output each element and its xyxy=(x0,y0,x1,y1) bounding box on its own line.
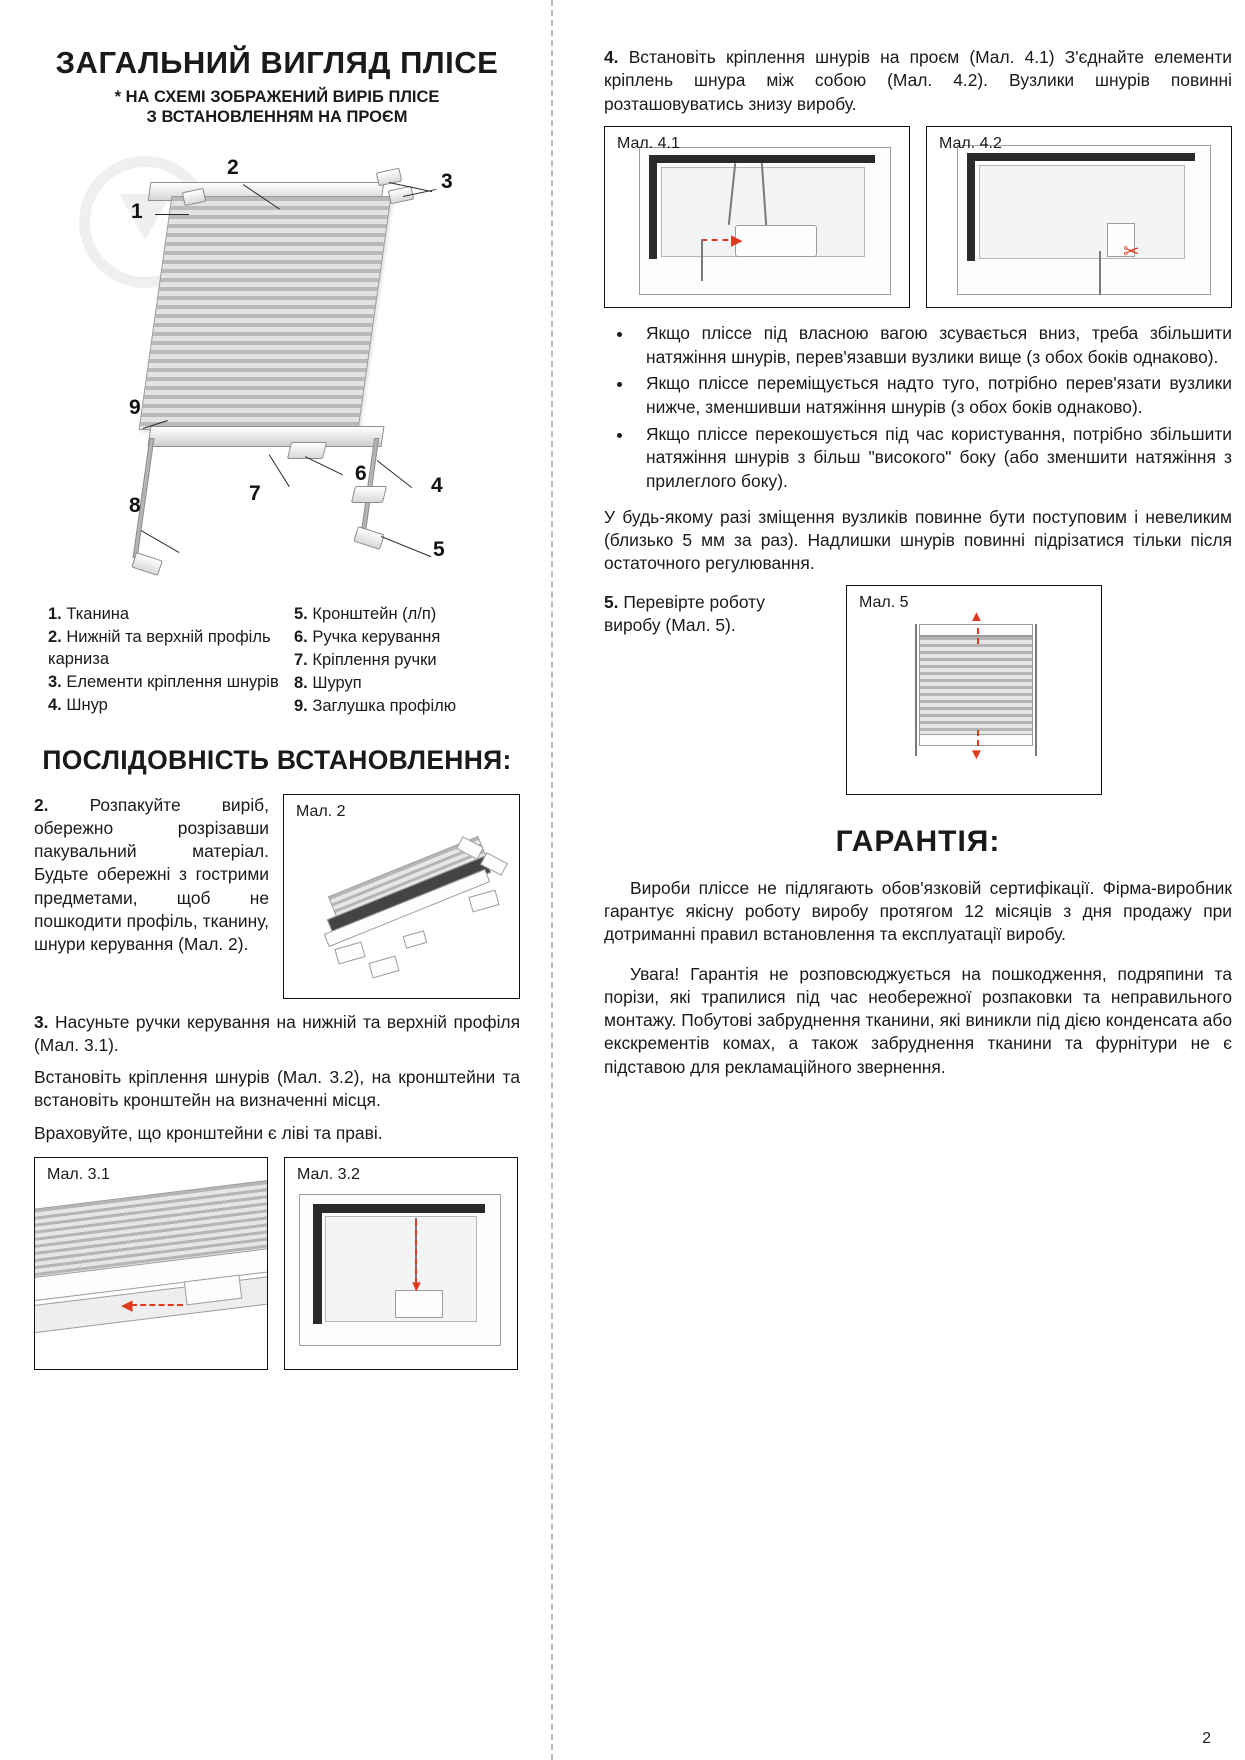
window-glass xyxy=(979,165,1185,259)
warranty-title: ГАРАНТІЯ: xyxy=(835,824,1001,858)
cord-knot-line xyxy=(1099,251,1101,295)
page-subtitle xyxy=(34,87,520,128)
figure-2 xyxy=(283,794,520,999)
scissors-icon: ✂ xyxy=(1123,240,1140,263)
accessory-f xyxy=(403,930,428,949)
list-item xyxy=(48,671,294,693)
part-number: 1. xyxy=(48,604,62,623)
accessory-d xyxy=(334,941,365,964)
list-item xyxy=(294,649,456,671)
arrow-up-icon: ▲ xyxy=(969,607,984,625)
part-number: 3. xyxy=(48,673,62,692)
motion-dash-up xyxy=(977,628,979,644)
accessory-c xyxy=(468,889,499,912)
figure-3-1-label: Мал. 3.1 xyxy=(47,1166,110,1184)
motion-dash-down xyxy=(977,730,979,746)
step-5-block xyxy=(604,585,1232,795)
part-label: Елементи кріплення шнурів xyxy=(66,673,279,692)
top-rail-mini xyxy=(919,624,1033,636)
figure-3-2 xyxy=(284,1157,518,1370)
subtitle-line-2: З ВСТАНОВЛЕННЯМ НА ПРОЄМ xyxy=(146,108,408,127)
callout-6: 6 xyxy=(355,461,367,485)
cord-right-mini xyxy=(1035,624,1037,756)
bottom-rail xyxy=(148,426,385,447)
figure-4-1 xyxy=(604,126,910,308)
step-2-block xyxy=(34,794,520,999)
step-5-number: 5. xyxy=(604,591,619,612)
list-item xyxy=(48,694,294,716)
subtitle-line-1: * НА СХЕМІ ЗОБРАЖЕНИЙ ВИРІБ ПЛІСЕ xyxy=(114,87,440,106)
arrow-down-icon: ▼ xyxy=(969,745,984,763)
window-seal-top xyxy=(649,155,875,163)
callout-1: 1 xyxy=(131,199,143,223)
leader-6 xyxy=(305,456,343,476)
part-label: Кріплення ручки xyxy=(312,651,437,670)
figure-4-1-label: Мал. 4.1 xyxy=(617,134,680,152)
figure-4-2 xyxy=(926,126,1232,308)
part-label: Кронштейн (л/п) xyxy=(312,604,437,623)
adjustment-note: У будь-якому разі зміщення вузликів повинне бути поступовим і невеликим (близько 5 мм за раз). Надлишки шнурів повинні підрізатися тільки після остаточного регулювання. xyxy=(604,506,1232,574)
callout-4: 4 xyxy=(431,473,443,497)
right-column xyxy=(604,28,1232,1720)
list-item xyxy=(294,695,456,717)
step-4-text: Встановіть кріплення шнурів на проєм (Мал. 4.1) З'єднайте елементи кріплень шнура між собою (Мал. 4.2). Вузлики шнурів повинні розташовуватись знизу виробу. xyxy=(604,47,1232,114)
step-2-paragraph xyxy=(34,794,269,957)
figure-3-1 xyxy=(34,1157,268,1370)
part-number: 8. xyxy=(294,674,308,693)
page-title: ЗАГАЛЬНИЙ ВИГЛЯД ПЛІСЕ xyxy=(55,45,499,80)
window-seal-top xyxy=(313,1204,485,1213)
figure-2-label: Мал. 2 xyxy=(296,802,346,820)
step-3-number: 3. xyxy=(34,1011,49,1032)
part-label: Заглушка профілю xyxy=(312,697,457,716)
install-direction-dash xyxy=(415,1220,417,1284)
parts-legend-column-right xyxy=(294,603,456,719)
callout-5: 5 xyxy=(433,537,445,561)
adjustment-bullets xyxy=(604,322,1232,494)
figure-3-2-label: Мал. 3.2 xyxy=(297,1166,360,1184)
step-3-paragraph-2: Встановіть кріплення шнурів (Мал. 3.2), на кронштейни та встановіть кронштейн на визначенні місця. xyxy=(34,1067,520,1111)
part-label: Шуруп xyxy=(312,674,362,693)
figure-4-2-label: Мал. 4.2 xyxy=(939,134,1002,152)
step-5-text-wrap xyxy=(604,585,826,638)
step-2-number: 2. xyxy=(34,794,49,815)
bracket-right xyxy=(353,526,385,550)
list-item xyxy=(48,603,294,625)
step-3-paragraph-3: Враховуйте, що кронштейни є ліві та праві. xyxy=(34,1122,383,1143)
step-3-paragraph-1 xyxy=(34,1011,520,1058)
leader-1 xyxy=(155,214,189,215)
window-seal-top xyxy=(967,153,1195,161)
cord-left-mini xyxy=(915,624,917,756)
bottom-rail-mini xyxy=(919,734,1033,746)
part-number: 5. xyxy=(294,604,308,623)
leader-4 xyxy=(377,460,413,488)
callout-9: 9 xyxy=(129,395,141,419)
step-4-number: 4. xyxy=(604,47,619,67)
window-seal-left xyxy=(649,155,657,259)
page-number: 2 xyxy=(1202,1730,1211,1747)
list-item: • Якщо пліссе переміщується надто туго, потрібно перев'язати вузлики нижче, зменшивши натяжіння шнурів (з обох боків однаково). xyxy=(634,372,1232,419)
direction-indicator xyxy=(131,1304,183,1306)
callout-7: 7 xyxy=(249,481,261,505)
leader-8 xyxy=(141,530,180,553)
callout-8: 8 xyxy=(129,493,141,517)
left-column xyxy=(34,28,534,1720)
overall-view-diagram xyxy=(37,138,517,593)
figures-3-row xyxy=(34,1157,520,1370)
step-5-text: Перевірте роботу виробу (Мал. 5). xyxy=(604,591,765,635)
leader-7 xyxy=(268,454,289,487)
part-number: 2. xyxy=(48,628,62,647)
list-item xyxy=(294,626,456,648)
list-item: • Якщо пліссе під власною вагою зсувається вниз, треба збільшити натяжіння шнурів, перев'язавши вузлики вище (з обох боків однаково). xyxy=(634,322,1232,369)
window-seal-left xyxy=(313,1204,322,1324)
callout-2: 2 xyxy=(227,155,239,179)
step-2-text-wrap xyxy=(34,794,269,966)
figure-5-label: Мал. 5 xyxy=(859,593,909,611)
warranty-paragraph-2: Увага! Гарантія не розповсюджується на пошкодження, подряпини та порізи, які трапилися під час необережної розпаковки та неправильного монтажу. Побутові забруднення тканини, які виникли під дією конденсата або екскрементів комах, а також забруднення тканини та фурнітури не є підставою для рекламаційного звернення. xyxy=(604,963,1232,1077)
warranty-paragraph-1: Вироби пліссе не підлягають обов'язковій сертифікації. Фірма-виробник гарантує якісну роботу виробу протягом 12 місяців з дня продажу при дотриманні правил встановлення та експлуатації виробу. xyxy=(604,877,1232,945)
part-label: Ручка керування xyxy=(312,628,441,647)
leader-5 xyxy=(381,536,432,558)
part-label: Нижній та верхній профіль карниза xyxy=(48,628,271,669)
part-number: 6. xyxy=(294,628,308,647)
pleated-fabric xyxy=(139,196,392,430)
list-item xyxy=(48,626,294,670)
arrow-left-icon: ◀ xyxy=(121,1297,133,1315)
callout-3: 3 xyxy=(441,169,453,193)
step-2-text: Розпакуйте виріб, обережно розрізавши пакувальний матеріал. Будьте обережні з гострими предметами, щоб не пошкодити профіль, тканину, шнури керування (Мал. 2). xyxy=(34,794,269,955)
parts-legend xyxy=(48,603,520,719)
figures-4-row xyxy=(604,126,1232,308)
step-4-paragraph xyxy=(604,46,1232,116)
figure-5 xyxy=(846,585,1102,795)
arrow-down-icon: ▼ xyxy=(409,1278,424,1296)
part-label: Шнур xyxy=(66,696,108,715)
step-3-text-1: Насуньте ручки керування на нижній та верхній профіля (Мал. 3.1). xyxy=(34,1011,520,1055)
list-item xyxy=(294,603,456,625)
bracket-left xyxy=(131,552,163,576)
control-handle-lower xyxy=(351,486,387,503)
pleated-fabric-mini xyxy=(919,636,1033,736)
accessory-e xyxy=(368,955,399,978)
arrow-right-icon: ▶ xyxy=(731,231,743,249)
page-divider xyxy=(551,0,553,1760)
parts-legend-column-left xyxy=(48,603,294,719)
list-item xyxy=(294,672,456,694)
part-number: 9. xyxy=(294,697,308,716)
part-number: 4. xyxy=(48,696,62,715)
part-number: 7. xyxy=(294,651,308,670)
list-item: • Якщо пліссе перекошується під час користування, потрібно збільшити натяжіння шнурів з більш "високого" боку (або зменшити натяжіння з прилеглого боку). xyxy=(634,423,1232,494)
part-label: Тканина xyxy=(66,604,130,623)
step-3-block xyxy=(34,1011,520,1146)
installation-sequence-title: ПОСЛІДОВНІСТЬ ВСТАНОВЛЕННЯ: xyxy=(42,744,512,775)
window-seal-left xyxy=(967,153,975,261)
cord-tail xyxy=(701,239,703,281)
cord-fixing-plate xyxy=(735,225,817,257)
